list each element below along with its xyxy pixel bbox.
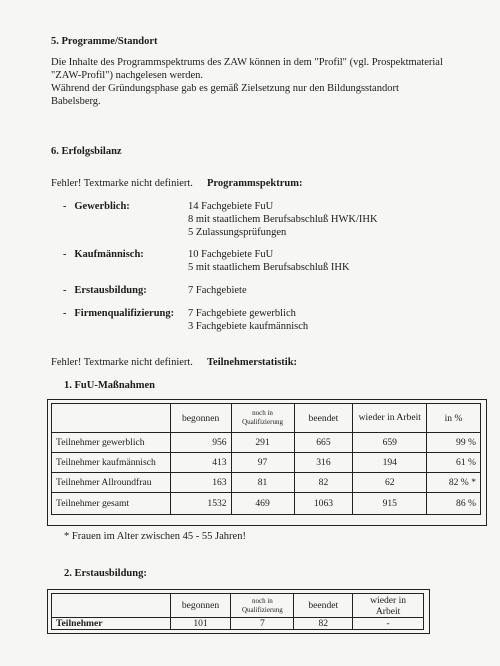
- error-text-1: Fehler! Textmarke nicht definiert.: [51, 178, 193, 189]
- fuu-header-prozent: in %: [427, 404, 481, 433]
- item-erstausbildung-label: - Erstausbildung:: [63, 285, 147, 296]
- cell: 62: [353, 473, 427, 493]
- section-5-line-2: "ZAW-Profil") nachgelesen werden.: [51, 70, 204, 81]
- row-label: Teilnehmer Allroundfrau: [52, 473, 171, 493]
- item-gewerblich-label: - Gewerblich:: [63, 201, 130, 212]
- section-5-line-3: Während der Gründungsphase gab es gemäß Zielsetzung nur den Bildungsstandort: [51, 83, 399, 94]
- cell: 82 % *: [427, 473, 481, 493]
- fuu-table: [51, 403, 481, 515]
- fuu-heading: 1. FuU-Maßnahmen: [64, 380, 156, 391]
- row-label: Teilnehmer gewerblich: [52, 433, 171, 453]
- section-6-heading: 6. Erfolgsbilanz: [51, 146, 122, 157]
- table-row: [52, 493, 481, 515]
- item-gewerblich-line-1: 14 Fachgebiete FuU: [188, 201, 274, 212]
- cell: 956: [170, 433, 231, 453]
- row-label: Teilnehmer gesamt: [52, 493, 171, 515]
- item-gewerblich-line-3: 5 Zulassungsprüfungen: [188, 227, 287, 238]
- cell: 86 %: [427, 493, 481, 515]
- cell: 82: [294, 618, 353, 630]
- row-label: Teilnehmer kaufmännisch: [52, 453, 171, 473]
- cell: 291: [231, 433, 294, 453]
- item-firmenqualifizierung-line-1: 7 Fachgebiete gewerblich: [188, 308, 296, 319]
- cell: 659: [353, 433, 427, 453]
- cell: 101: [170, 618, 231, 630]
- erst-header-begonnen: begonnen: [170, 594, 231, 618]
- fuu-header-noch: noch in Qualifizierung: [231, 404, 294, 433]
- erst-header-empty: [52, 594, 171, 618]
- item-kaufmaennisch-line-2: 5 mit staatlichem Berufsabschluß IHK: [188, 262, 350, 273]
- table-row: [52, 473, 481, 493]
- cell: 194: [353, 453, 427, 473]
- cell: -: [353, 618, 424, 630]
- item-kaufmaennisch-label: - Kaufmännisch:: [63, 249, 144, 260]
- item-gewerblich-line-2: 8 mit staatlichem Berufsabschluß HWK/IHK: [188, 214, 378, 225]
- erst-heading: 2. Erstausbildung:: [64, 568, 147, 579]
- item-firmenqualifizierung-line-2: 3 Fachgebiete kaufmännisch: [188, 321, 309, 332]
- item-kaufmaennisch-line-1: 10 Fachgebiete FuU: [188, 249, 274, 260]
- item-erstausbildung-line-1: 7 Fachgebiete: [188, 285, 247, 296]
- fuu-header-empty: [52, 404, 171, 433]
- cell: 163: [170, 473, 231, 493]
- section-5-line-1: Die Inhalte des Programmspektrums des ZAW können in dem "Profil" (vgl. Prospektmaterial: [51, 57, 443, 68]
- erst-header-noch: noch in Qualifizierung: [231, 594, 294, 618]
- item-firmenqualifizierung-label: - Firmenqualifizierung:: [63, 308, 175, 319]
- erst-header-wieder: wieder in Arbeit: [353, 594, 424, 618]
- cell: 316: [294, 453, 353, 473]
- fuu-header-wieder: wieder in Arbeit: [353, 404, 427, 433]
- erst-table: [51, 593, 424, 630]
- cell: 61 %: [427, 453, 481, 473]
- fuu-header-beendet: beendet: [294, 404, 353, 433]
- cell: 1063: [294, 493, 353, 515]
- cell: 915: [353, 493, 427, 515]
- cell: 665: [294, 433, 353, 453]
- section-5-line-4: Babelsberg.: [51, 96, 101, 107]
- cell: 413: [170, 453, 231, 473]
- table-row: [52, 453, 481, 473]
- erst-header-beendet: beendet: [294, 594, 353, 618]
- erst-header-row: [52, 594, 424, 618]
- fuu-header-begonnen: begonnen: [170, 404, 231, 433]
- cell: 82: [294, 473, 353, 493]
- fuu-header-row: [52, 404, 481, 433]
- cell: 7: [231, 618, 294, 630]
- section-5-heading: 5. Programme/Standort: [51, 36, 158, 47]
- row-label: Teilnehmer: [52, 618, 171, 630]
- cell: 99 %: [427, 433, 481, 453]
- error-text-2: Fehler! Textmarke nicht definiert.: [51, 357, 193, 368]
- program-heading: Programmspektrum:: [207, 178, 303, 189]
- table-row: [52, 618, 424, 630]
- cell: 469: [231, 493, 294, 515]
- cell: 1532: [170, 493, 231, 515]
- stats-heading: Teilnehmerstatistik:: [207, 357, 298, 368]
- cell: 81: [231, 473, 294, 493]
- table-row: [52, 433, 481, 453]
- cell: 97: [231, 453, 294, 473]
- fuu-footnote: * Frauen im Alter zwischen 45 - 55 Jahren!: [64, 531, 246, 542]
